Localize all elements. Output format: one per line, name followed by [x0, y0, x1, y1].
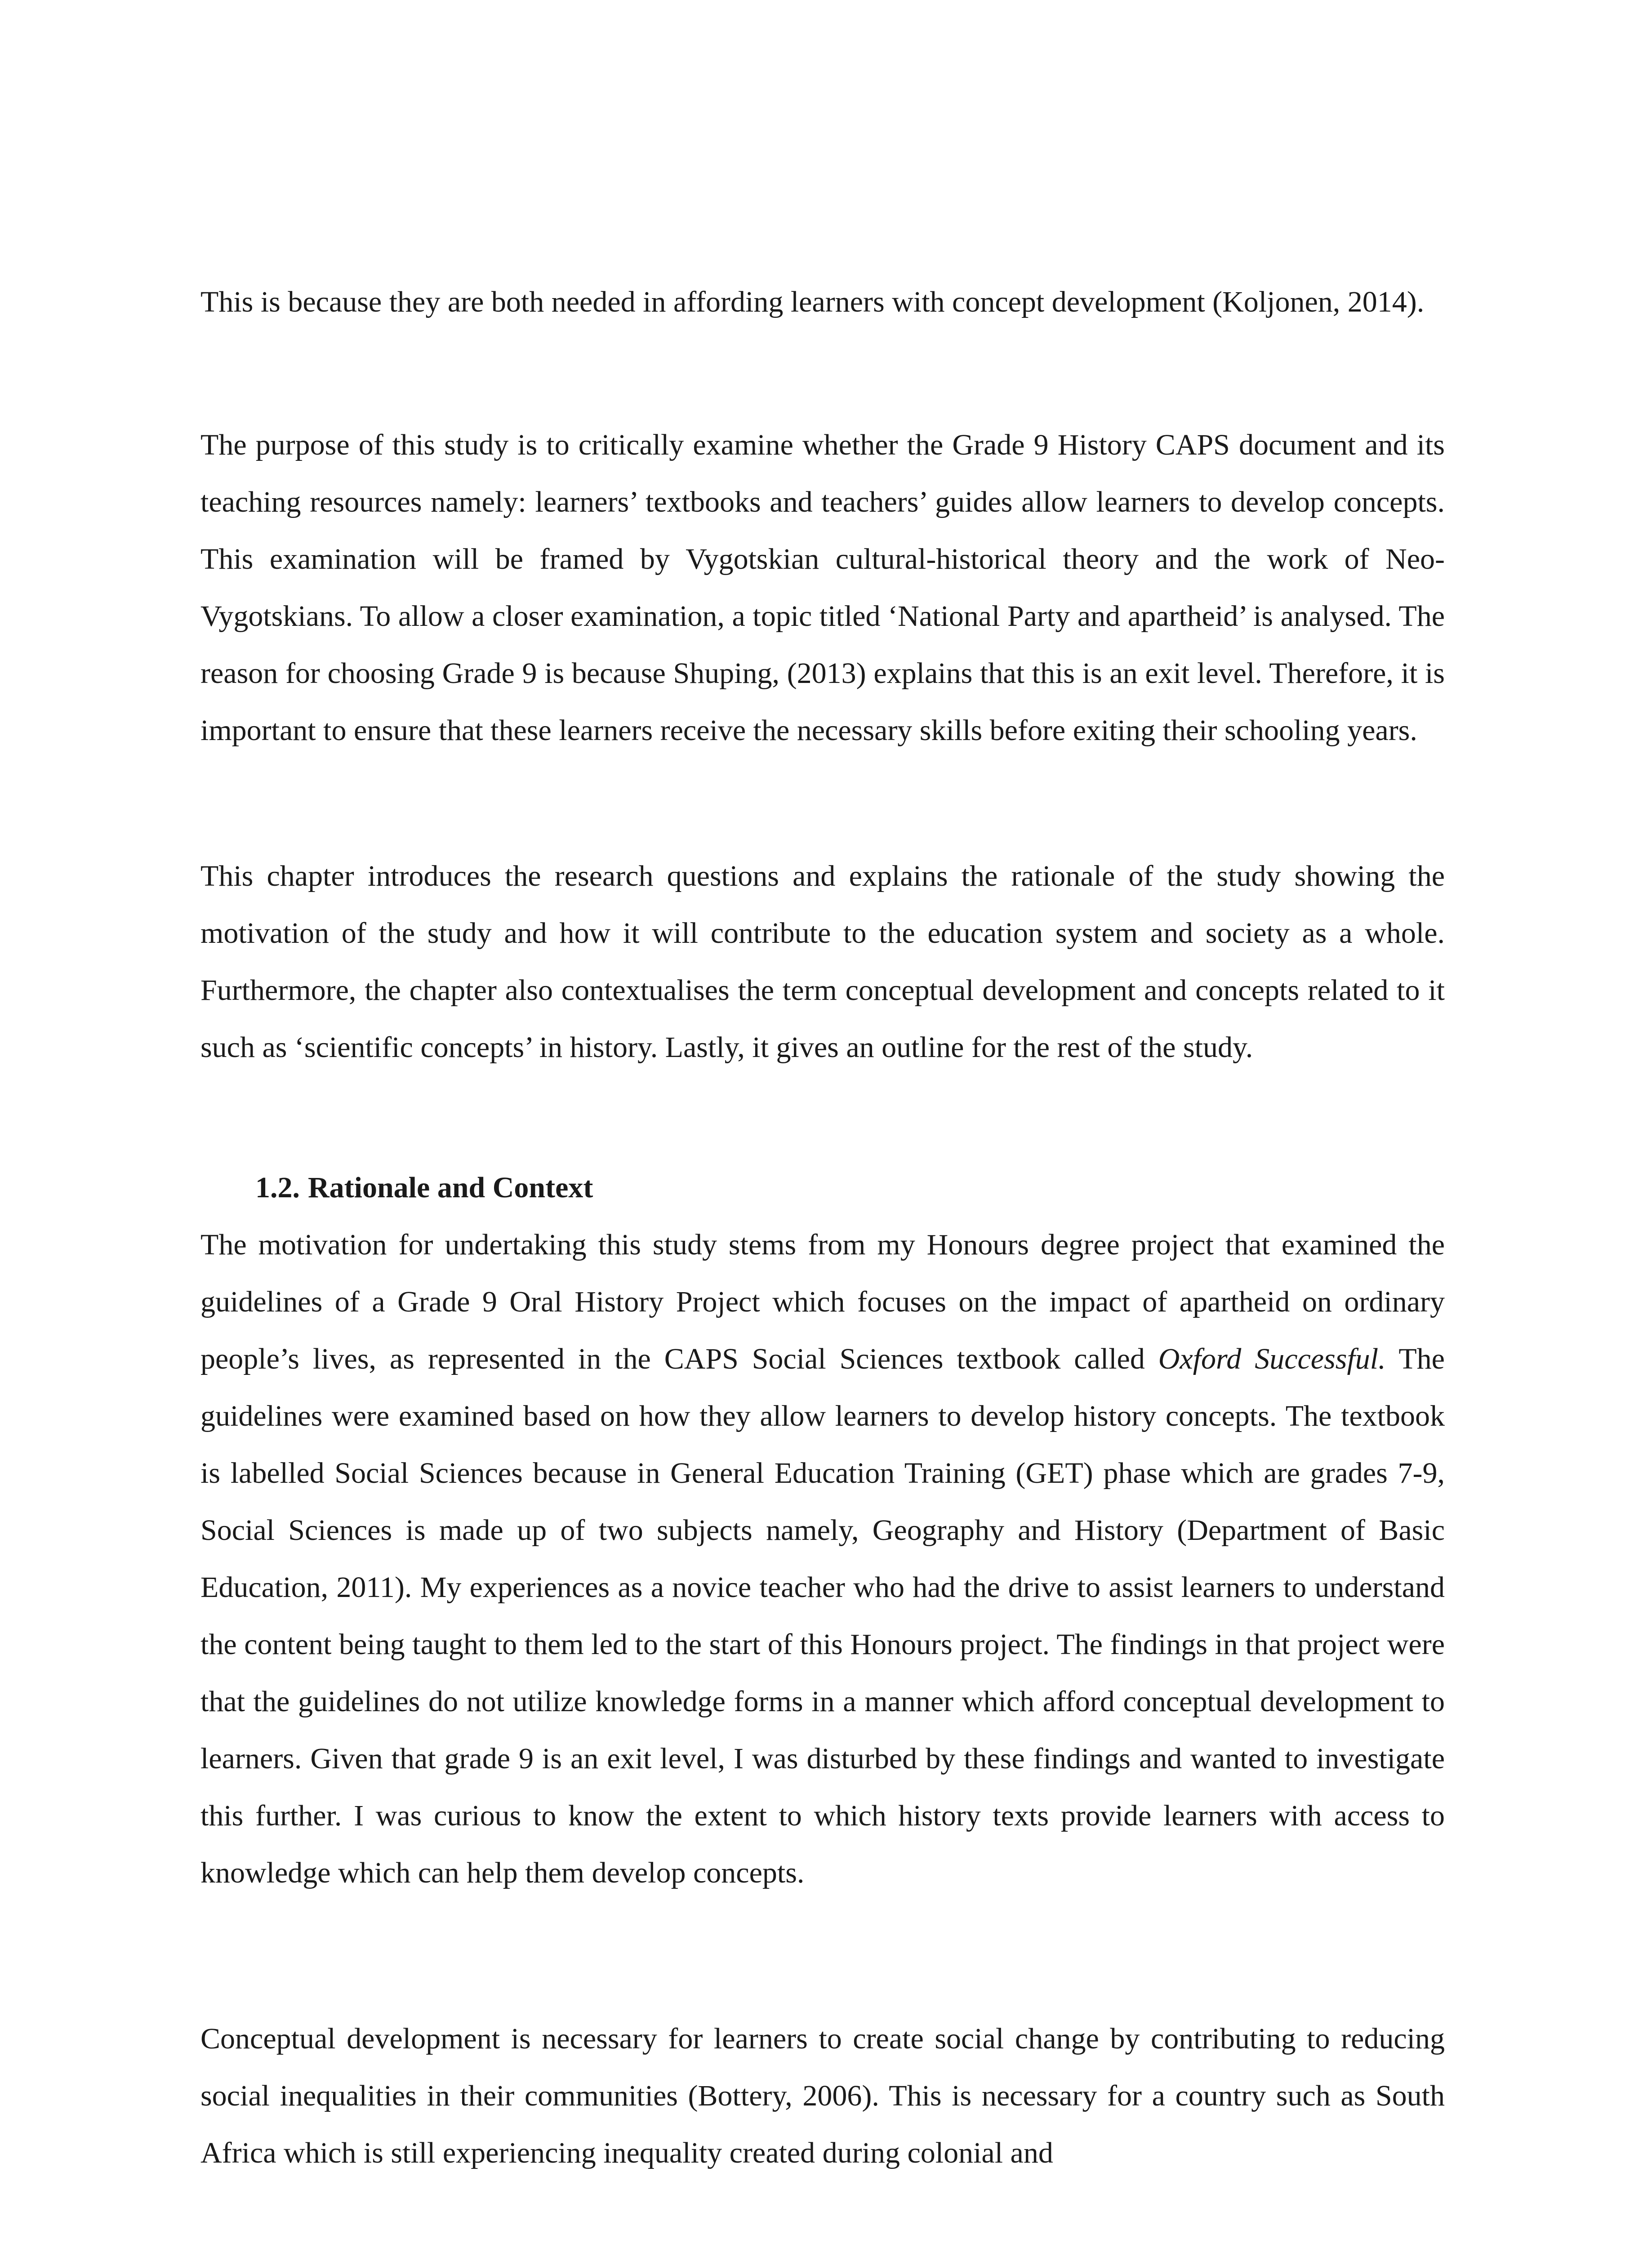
section-number: 1.2.	[255, 1171, 300, 1204]
rationale-text-before-title: The motivation for undertaking this study stems from my Honours degree project that examined the guidelines of a Grade 9 Oral History Project which focuses on the impact of apartheid on ordinary people’s lives, as represented in the CAPS Social Sciences textbook called	[200, 1228, 1445, 1375]
paragraph-chapter-overview: This chapter introduces the research questions and explains the rationale of the study showing the motivation of the study and how it will contribute to the education system and society as a whole. Furthermore, the chapter also contextualises the term conceptual development and concepts related to it such as ‘scientific concepts’ in history. Lastly, it gives an outline for the rest of the study.	[200, 860, 1445, 1064]
paragraph-rationale	[200, 1216, 1445, 1901]
paragraph-intro-continuation: This is because they are both needed in affording learners with concept development (Koljonen, 2014).	[200, 285, 1425, 318]
rationale-text-after-title: The guidelines were examined based on how they allow learners to develop history concepts. The textbook is labelled Social Sciences because in General Education Training (GET) phase which are grades 7-9, Social Sciences is made up of two subjects namely, Geography and History (Department of Basic Education, 2011). My experiences as a novice teacher who had the drive to assist learners to understand the content being taught to them led to the start of this Honours project. The findings in that project were that the guidelines do not utilize knowledge forms in a manner which afford conceptual development to learners. Given that grade 9 is an exit level, I was disturbed by these findings and wanted to investigate this further. I was curious to know the extent to which history texts provide learners with access to knowledge which can help them develop concepts.	[200, 1343, 1445, 1889]
paragraph-conceptual-development: Conceptual development is necessary for learners to create social change by contributing to reducing social inequalities in their communities (Bottery, 2006). This is necessary for a country such as South Africa which is still experiencing inequality created during colonial and	[200, 2022, 1445, 2169]
section-heading	[255, 1159, 593, 1216]
section-title: Rationale and Context	[308, 1171, 593, 1204]
paragraph-study-purpose: The purpose of this study is to critically examine whether the Grade 9 History CAPS document and its teaching resources namely: learners’ textbooks and teachers’ guides allow learners to develop concepts. This examination will be framed by Vygotskian cultural-historical theory and the work of Neo-Vygotskians. To allow a closer examination, a topic titled ‘National Party and apartheid’ is analysed. The reason for choosing Grade 9 is because Shuping, (2013) explains that this is an exit level. Therefore, it is important to ensure that these learners receive the necessary skills before exiting their schooling years.	[200, 428, 1445, 747]
textbook-title: Oxford Successful.	[1158, 1343, 1386, 1375]
